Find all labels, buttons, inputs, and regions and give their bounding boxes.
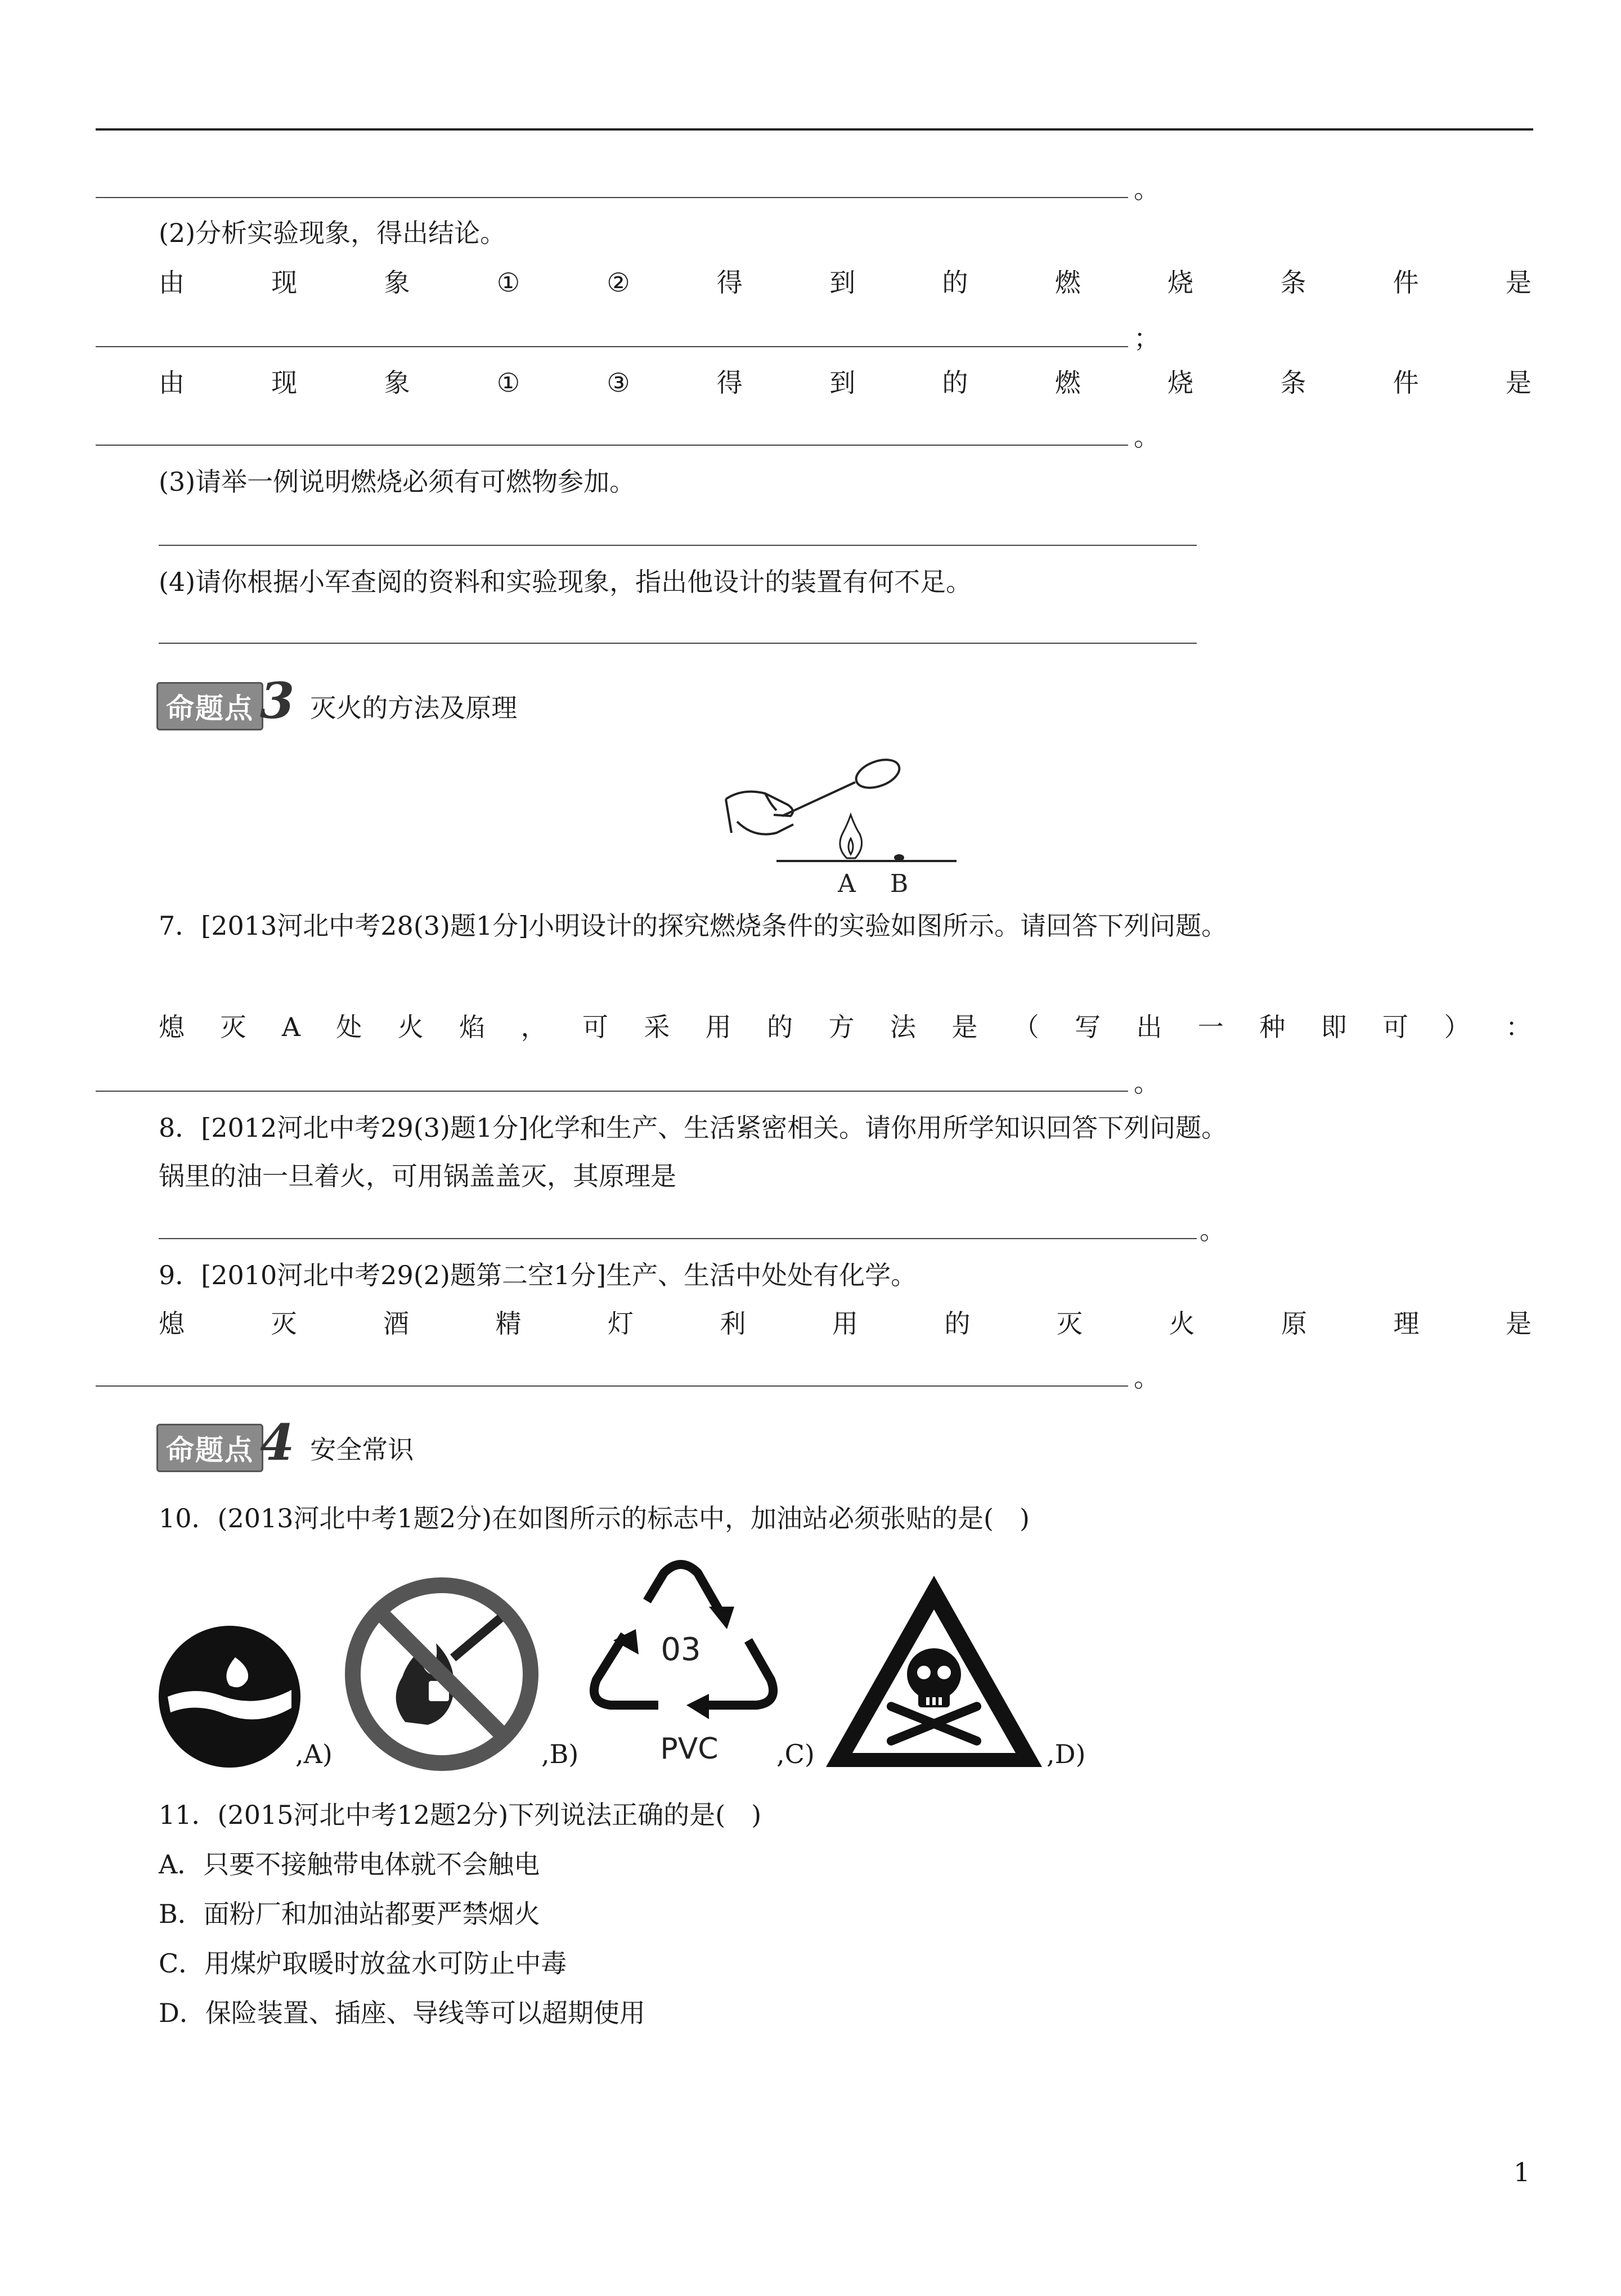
q6-from12-char: 到 [829, 267, 856, 298]
q7-ask-line [159, 1010, 1532, 1044]
q6-from12-char: 烧 [1168, 267, 1194, 298]
q6-from12-char: 象 [384, 267, 410, 298]
option-d-label: ,D) [1047, 1739, 1086, 1769]
q9-ask-char: 原 [1281, 1308, 1307, 1339]
q7-ask-char: 火 [397, 1012, 424, 1042]
q11-option-b[interactable]: B．面粉厂和加油站都要严禁烟火 [159, 1899, 540, 1929]
q7-ask-char: 处 [336, 1012, 362, 1042]
q9-ask-char: 精 [495, 1308, 522, 1339]
q6-from12-line [159, 266, 1532, 299]
q8-stem: 8．[2012河北中考29(3)题1分]化学和生产、生活紧密相关。请你用所学知识回答下列问题。 [159, 1113, 1228, 1143]
q9-ask-char: 的 [944, 1308, 971, 1339]
q6-from12-char: 件 [1393, 267, 1419, 298]
q6-from13-line [159, 366, 1532, 400]
section-title: 灭火的方法及原理 [310, 693, 518, 723]
page-number: 1 [1514, 2157, 1530, 2187]
option-b-label: ,B) [541, 1739, 579, 1769]
q6-from12-char: 条 [1280, 267, 1306, 298]
section-badge: 命题点 [156, 1424, 263, 1472]
q11-stem: 11．(2015河北中考12题2分)下列说法正确的是( ) [159, 1800, 762, 1830]
hand-icon [726, 792, 793, 835]
q6-from13-char: 到 [829, 367, 856, 398]
flame-icon [840, 815, 862, 858]
q7-ask-char: 用 [705, 1012, 731, 1042]
q7-ask-char: ） [1444, 1012, 1470, 1042]
option-a-label: ,A) [295, 1739, 333, 1769]
q7-ask-char: 写 [1075, 1012, 1101, 1042]
no-fire-sign-icon [343, 1576, 540, 1773]
section-number: 3 [260, 671, 295, 730]
q6-from12-char: ② [607, 267, 630, 298]
q6-from13-char: 由 [159, 367, 185, 398]
q11-option-d[interactable]: D．保险装置、插座、导线等可以超期使用 [159, 1998, 645, 2028]
answer-blank[interactable] [159, 545, 1197, 546]
q7-ask-char: 可 [582, 1012, 608, 1042]
q6-from12-char: 由 [159, 267, 185, 298]
section-4-heading [156, 1413, 414, 1472]
q9-ask-char: 用 [832, 1308, 858, 1339]
q6-from13-char: 是 [1505, 367, 1532, 398]
spoon-icon [782, 755, 903, 816]
q6-from13-char: ① [496, 367, 520, 398]
answer-blank[interactable] [96, 346, 1128, 347]
period: 。 [1200, 1215, 1225, 1245]
period: 。 [1134, 1362, 1160, 1393]
q9-ask-char: 利 [720, 1308, 746, 1339]
q7-ask-char: 采 [644, 1012, 670, 1042]
section-3-heading [156, 671, 518, 730]
flammable-liquid-sign-icon [156, 1624, 303, 1770]
q9-ask-char: 理 [1393, 1308, 1420, 1339]
section-badge: 命题点 [156, 682, 263, 730]
option-c-label: ,C) [776, 1739, 815, 1769]
q9-ask-char: 灭 [271, 1308, 297, 1339]
section-title: 安全常识 [310, 1434, 414, 1465]
q6-from12-char: 得 [716, 267, 743, 298]
q6-from13-char: 得 [716, 367, 743, 398]
q6-from12-char: ① [496, 267, 520, 298]
q6-from12-char: 的 [942, 267, 968, 298]
answer-blank[interactable] [159, 643, 1197, 644]
q7-ask-char: 的 [767, 1012, 793, 1042]
q10-stem: 10．(2013河北中考1题2分)在如图所示的标志中，加油站必须张贴的是( ) [159, 1503, 1030, 1533]
q6-from13-char: 条 [1280, 367, 1306, 398]
q6-from13-char: 件 [1393, 367, 1419, 398]
q9-ask-char: 是 [1506, 1308, 1532, 1339]
q7-ask-char: 是 [951, 1012, 978, 1042]
q6-from12-char: 燃 [1054, 267, 1081, 298]
period: 。 [1134, 421, 1160, 452]
q6-from13-char: ③ [607, 367, 630, 398]
q9-ask-char: 灭 [1057, 1308, 1083, 1339]
header-rule [96, 128, 1533, 131]
q7-ask-char: 灭 [220, 1012, 246, 1042]
q9-ask-char: 火 [1169, 1308, 1195, 1339]
period: 。 [1134, 1068, 1160, 1098]
q11-option-a[interactable]: A．只要不接触带电体就不会触电 [159, 1849, 540, 1880]
q6-from13-char: 象 [384, 367, 410, 398]
q7-ask-char: 焰 [459, 1012, 486, 1042]
recycle-code: 03 [661, 1631, 701, 1668]
q7-ask-char: 可 [1382, 1012, 1409, 1042]
recycle-pvc-sign-icon [580, 1556, 782, 1770]
experiment-figure [720, 754, 968, 900]
q7-ask-char: 出 [1136, 1012, 1162, 1042]
answer-blank[interactable] [159, 1238, 1197, 1239]
q7-ask-char: 方 [828, 1012, 855, 1042]
q9-stem: 9．[2010河北中考29(2)题第二空1分]生产、生活中处处有化学。 [159, 1260, 917, 1290]
q6-sub3: (3)请举一例说明燃烧必须有可燃物参加。 [159, 467, 636, 497]
q7-ask-char: ： [1505, 1012, 1532, 1042]
label-a: A [838, 869, 856, 898]
q7-ask-char: ， [520, 1012, 547, 1042]
q6-sub2: (2)分析实验现象，得出结论。 [159, 218, 506, 248]
answer-blank[interactable] [96, 197, 1128, 198]
answer-blank[interactable] [96, 1385, 1128, 1387]
q7-ask-char: （ [1013, 1012, 1039, 1042]
q9-ask-char: 熄 [159, 1308, 185, 1339]
q7-ask-char: 种 [1259, 1012, 1286, 1042]
q7-ask-char: 一 [1197, 1012, 1224, 1042]
label-b: B [890, 869, 909, 898]
q6-sub4: (4)请你根据小军查阅的资料和实验现象，指出他设计的装置有何不足。 [159, 567, 972, 597]
q9-ask-line [159, 1307, 1532, 1340]
q6-from12-char: 是 [1505, 267, 1532, 298]
answer-blank[interactable] [96, 1091, 1128, 1092]
q7-ask-char: A [281, 1012, 301, 1042]
period: 。 [1134, 174, 1160, 204]
powder-b [894, 854, 904, 861]
recycle-text: PVC [660, 1732, 719, 1766]
q6-from13-char: 的 [942, 367, 968, 398]
q7-ask-char: 即 [1321, 1012, 1347, 1042]
answer-blank[interactable] [96, 445, 1128, 446]
q8-ask: 锅里的油一旦着火，可用锅盖盖灭，其原理是 [159, 1161, 676, 1191]
q9-ask-char: 灯 [608, 1308, 634, 1339]
q7-stem: 7．[2013河北中考28(3)题1分]小明设计的探究燃烧条件的实验如图所示。请回答下列问题。 [159, 911, 1228, 941]
semicolon: ； [1134, 323, 1160, 353]
section-number: 4 [260, 1413, 295, 1472]
q11-option-c[interactable]: C．用煤炉取暖时放盆水可防止中毒 [159, 1948, 567, 1979]
q7-ask-char: 熄 [159, 1012, 185, 1042]
q9-ask-char: 酒 [383, 1308, 409, 1339]
toxic-warning-sign-icon [821, 1570, 1047, 1773]
q6-from12-char: 现 [271, 267, 298, 298]
q7-ask-char: 法 [890, 1012, 916, 1042]
q6-from13-char: 现 [271, 367, 298, 398]
q6-from13-char: 燃 [1054, 367, 1081, 398]
q6-from13-char: 烧 [1168, 367, 1194, 398]
